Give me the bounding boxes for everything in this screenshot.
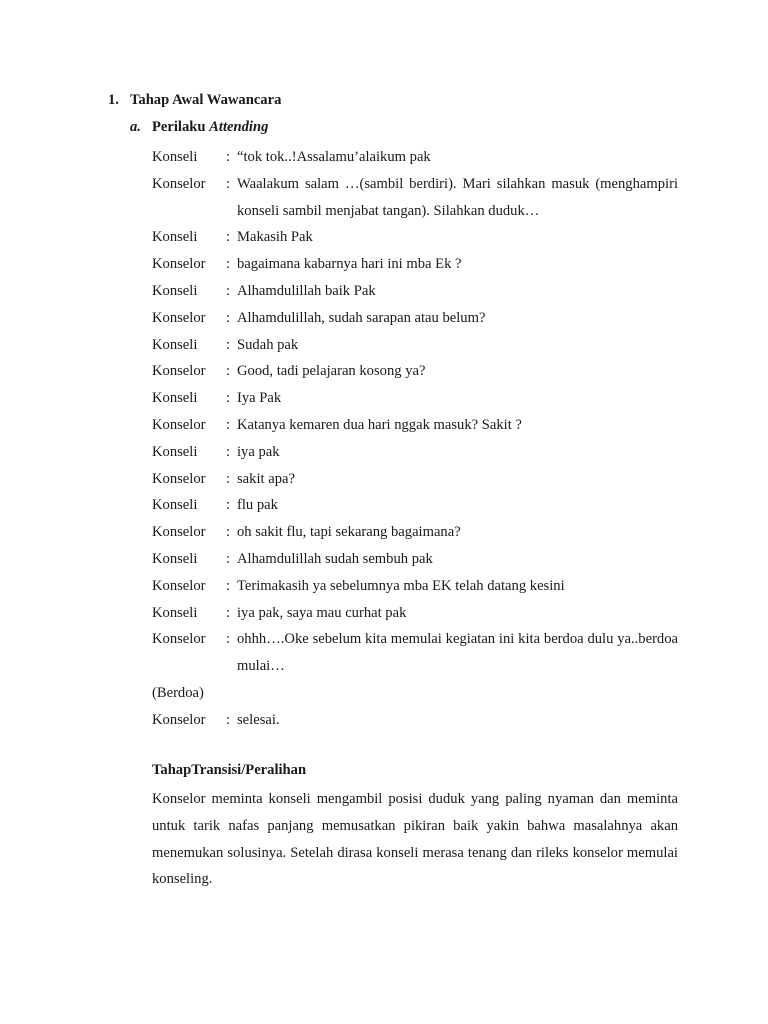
dialogue-separator: :: [226, 711, 231, 728]
dialogue-separator: :: [226, 497, 231, 514]
dialogue-speaker: Konselor: [152, 711, 206, 728]
dialogue-separator: [226, 680, 237, 707]
dialogue-line: [152, 358, 678, 385]
dialogue-text: bagaimana kabarnya hari ini mba Ek ?: [237, 256, 462, 273]
dialogue-text: iya pak: [237, 443, 280, 460]
dialogue-speaker: Konselor: [152, 416, 206, 433]
dialogue-separator: :: [226, 631, 231, 648]
dialogue-line: [152, 412, 678, 439]
dialogue-separator: :: [226, 524, 231, 541]
dialogue-text: Waalakum salam …(sambil berdiri). Mari silahkan masuk (menghampiri konseli sambil menjabat tangan). Silahkan duduk…: [237, 175, 678, 219]
dialogue-text: “tok tok..!Assalamu’alaikum pak: [237, 149, 431, 165]
dialogue-text: Makasih Pak: [237, 229, 313, 246]
dialogue-speaker: Konseli: [152, 550, 198, 567]
dialogue-line: [152, 439, 678, 466]
dialogue-line: [152, 707, 678, 734]
dialogue-separator: :: [226, 577, 231, 594]
subsection-heading: [130, 119, 268, 136]
dialogue-speaker: Konselor: [152, 470, 206, 487]
dialogue-text: Alhamdulillah baik Pak: [237, 282, 376, 299]
heading-title: Tahap Awal Wawancara: [130, 92, 282, 108]
dialogue-speaker: Konselor: [152, 256, 206, 273]
dialogue-line: [152, 492, 678, 519]
dialogue-line: [152, 573, 678, 600]
dialogue-text: selesai.: [237, 711, 280, 728]
dialogue-speaker: Konseli: [152, 443, 198, 460]
dialogue-text: Good, tadi pelajaran kosong ya?: [237, 363, 426, 380]
transition-section-title: TahapTransisi/Peralihan: [152, 762, 307, 778]
dialogue-line: [152, 305, 678, 332]
dialogue-separator: :: [226, 550, 231, 567]
dialogue-speaker: Konseli: [152, 336, 198, 353]
dialogue-separator: :: [226, 336, 231, 353]
dialogue-text: Alhamdulillah sudah sembuh pak: [237, 550, 433, 567]
dialogue-line: [152, 626, 678, 680]
dialogue-separator: :: [226, 175, 231, 192]
section-heading: [108, 92, 281, 109]
transition-paragraph: Konselor meminta konseli mengambil posisi duduk yang paling nyaman dan meminta untuk tarik nafas panjang memusatkan pikiran baik yakin bahwa masalahnya akan menemukan solusinya. Setelah dirasa konseli merasa tenang dan rileks konselor memulai konseling.: [152, 791, 678, 888]
dialogue-line: [152, 385, 678, 412]
dialogue-line: [152, 466, 678, 493]
subheading-emphasis: Attending: [209, 119, 269, 135]
dialogue-speaker: Konselor: [152, 309, 206, 326]
dialogue-speaker: Konseli: [152, 497, 198, 514]
dialogue-separator: :: [226, 416, 231, 433]
dialogue-separator: :: [226, 604, 231, 621]
dialogue-text: Alhamdulillah, sudah sarapan atau belum?: [237, 309, 486, 326]
subheading-label: Perilaku: [152, 119, 206, 135]
dialogue-speaker: Konseli: [152, 149, 198, 165]
dialogue-line: [152, 144, 678, 171]
dialogue-line: [152, 546, 678, 573]
dialogue-line: [152, 278, 678, 305]
dialogue-separator: :: [226, 363, 231, 380]
dialogue-text: [237, 680, 678, 707]
dialogue-line: [152, 224, 678, 251]
subheading-letter: a.: [130, 119, 141, 135]
dialogue-text: sakit apa?: [237, 470, 295, 487]
dialogue-text: iya pak, saya mau curhat pak: [237, 604, 407, 621]
dialogue-line: [152, 680, 678, 707]
dialogue-separator: :: [226, 229, 231, 246]
dialogue-separator: :: [226, 470, 231, 487]
dialogue-line: [152, 171, 678, 225]
dialogue-separator: :: [226, 282, 231, 299]
dialogue-line: [152, 600, 678, 627]
dialogue-text: ohhh….Oke sebelum kita memulai kegiatan ini kita berdoa dulu ya..berdoa mulai…: [237, 631, 678, 675]
dialogue-transcript: [152, 144, 678, 734]
dialogue-text: Sudah pak: [237, 336, 299, 353]
dialogue-speaker: Konseli: [152, 229, 198, 246]
dialogue-separator: :: [226, 149, 231, 165]
dialogue-line: [152, 251, 678, 278]
dialogue-speaker: Konseli: [152, 604, 198, 621]
dialogue-speaker: Konselor: [152, 631, 206, 648]
heading-number: 1.: [108, 92, 119, 108]
dialogue-separator: :: [226, 256, 231, 273]
dialogue-speaker: Konselor: [152, 363, 206, 380]
dialogue-text: oh sakit flu, tapi sekarang bagaimana?: [237, 524, 461, 541]
dialogue-speaker: Konseli: [152, 390, 198, 407]
dialogue-separator: :: [226, 309, 231, 326]
dialogue-separator: :: [226, 443, 231, 460]
dialogue-text: Terimakasih ya sebelumnya mba EK telah datang kesini: [237, 577, 565, 594]
dialogue-speaker: Konselor: [152, 524, 206, 541]
dialogue-text: Katanya kemaren dua hari nggak masuk? Sakit ?: [237, 416, 522, 433]
dialogue-text: flu pak: [237, 497, 278, 514]
dialogue-separator: :: [226, 390, 231, 407]
dialogue-speaker: Konseli: [152, 282, 198, 299]
dialogue-text: Iya Pak: [237, 390, 282, 407]
dialogue-speaker: (Berdoa): [152, 684, 204, 701]
dialogue-speaker: Konselor: [152, 175, 206, 192]
dialogue-speaker: Konselor: [152, 577, 206, 594]
dialogue-line: [152, 332, 678, 359]
dialogue-line: [152, 519, 678, 546]
